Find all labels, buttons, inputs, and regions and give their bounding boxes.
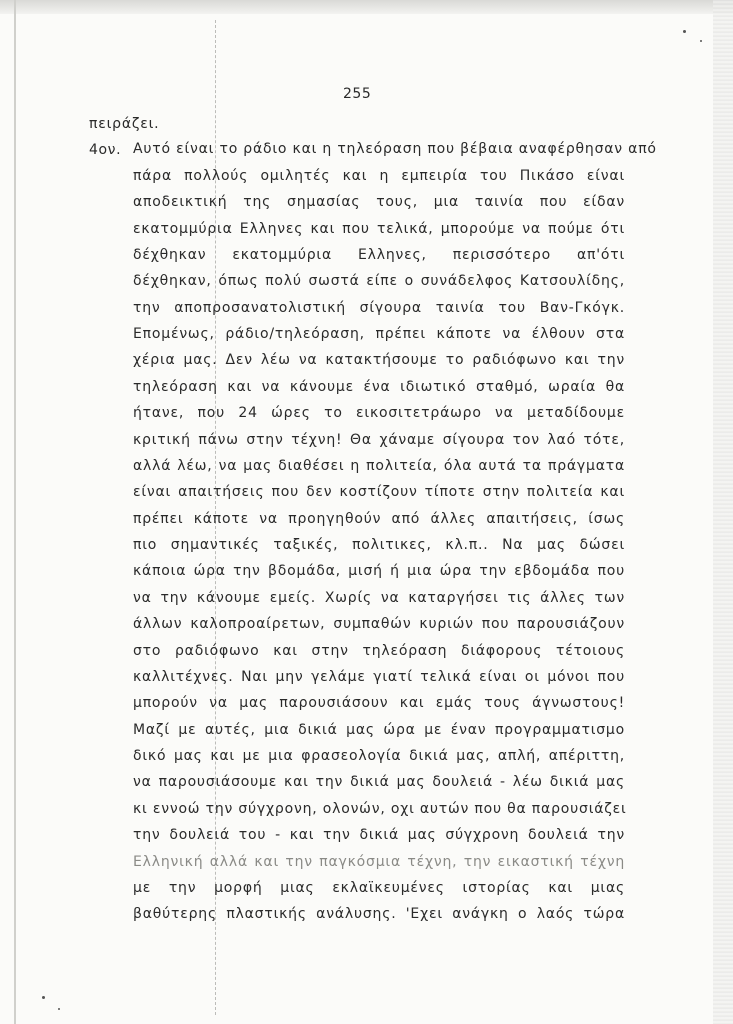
scan-speck [683,30,686,33]
text-line: Επομένως, ράδιο/τηλεόραση, πρέπει κάποτε να έλθουν στα [133,326,625,342]
text-line: την αποπροσανατολιστική σίγουρα ταινία του Βαν-Γκόγκ. [133,300,625,316]
text-line: Μαζί με αυτές, μια δικιά μας ώρα με έναν προγραμματισμο [133,722,625,738]
text-line: αποδεικτική της σημασίας τους, μια ταινία που είδαν [133,194,625,210]
text-line: δέχθηκαν, όπως πολύ σωστά είπε ο συνάδελφος Κατσουλίδης, [133,273,625,289]
text-line: καλλιτέχνες. Ναι μην γελάμε γιατί τελικά είναι οι μόνοι που [133,669,625,685]
text-line: Αυτό είναι το ράδιο και η τηλεόραση που βέβαια αναφέρθησαν από [133,141,657,157]
text-line: τηλεόραση και να κάνουμε ένα ιδιωτικό σταθμό, ωραία θα [133,379,625,395]
text-line: βαθύτερης πλαστικής ανάλυσης. 'Εχει ανάγκη ο λαός τώρα [133,906,625,922]
text-line: πρέπει κάποτε να προηγηθούν από άλλες απαιτήσεις, ίσως [133,511,625,527]
text-line: πάρα πολλούς ομιλητές και η εμπειρία του Πικάσο είναι [133,168,625,184]
text-line: δέχθηκαν εκατομμύρια Ελληνες, περισσότερο απ'ότι [133,247,625,263]
scan-speck [42,996,45,999]
text-line: κριτική πάνω στην τέχνη! Θα χάναμε σίγουρα τον λαό τότε, [133,432,625,448]
text-line: να παρουσιάσουμε και την δικιά μας δουλειά - λέω δικιά μας [133,774,625,790]
text-line: ήτανε, που 24 ώρες το εικοσιτετράωρο να μεταδίδουμε [133,405,625,421]
text-line: να την κάνουμε εμείς. Χωρίς να καταργήσει τις άλλες των [133,590,625,606]
text-line: Ελληνική αλλά και την παγκόσμια τέχνη, την εικαστική τέχνη [133,854,625,870]
text-line: κι εννοώ την σύγχρονη, ολονών, οχι αυτών που θα παρουσιάζει [133,801,627,817]
text-line: δικό μας και με μια φρασεολογία δικιά μας, απλή, απέριττη, [133,748,625,764]
continuation-text: πειράζει. [89,116,160,132]
text-line: στο ραδιόφωνο και στην τηλεόραση διάφορους τέτοιους [133,643,625,659]
scan-shadow-top [0,0,733,14]
text-line: μπορούν να μας παρουσιάσουν και εμάς τους άγνωστους! [133,695,625,711]
page-number: 255 [343,86,372,102]
scan-edge-left [14,0,16,1024]
text-line: με την μορφή μιας εκλαϊκευμένες ιστορίας και μιας [133,880,625,896]
text-line: αλλά λέω, να μας διαθέσει η πολιτεία, όλα αυτά τα πράγματα [133,458,625,474]
text-line: κάποια ώρα την βδομάδα, μισή ή μια ώρα την εβδομάδα που [133,563,625,579]
scan-speck [700,40,702,42]
text-line: είναι απαιτήσεις που δεν κοστίζουν τίποτε στην πολιτεία και [133,484,625,500]
text-line: εκατομμύρια Ελληνες και που τελικά, μπορούμε να πούμε ότι [133,221,625,237]
scan-edge-right [713,0,733,1024]
text-line: χέρια μας. Δεν λέω να κατακτήσουμε το ραδιόφωνο και την [133,352,625,368]
text-line: πιο σημαντικές ταξικές, πολιτικες, κλ.π.. Να μας δώσει [133,537,625,553]
scan-speck [58,1008,60,1010]
text-line: την δουλειά του - και την δικιά μας σύγχρονη δουλειά την [133,827,625,843]
item-number: 4ον. [89,142,122,158]
text-line: άλλων καλοπροαίρετων, συμπαθών κυριών που παρουσιάζουν [133,616,625,632]
